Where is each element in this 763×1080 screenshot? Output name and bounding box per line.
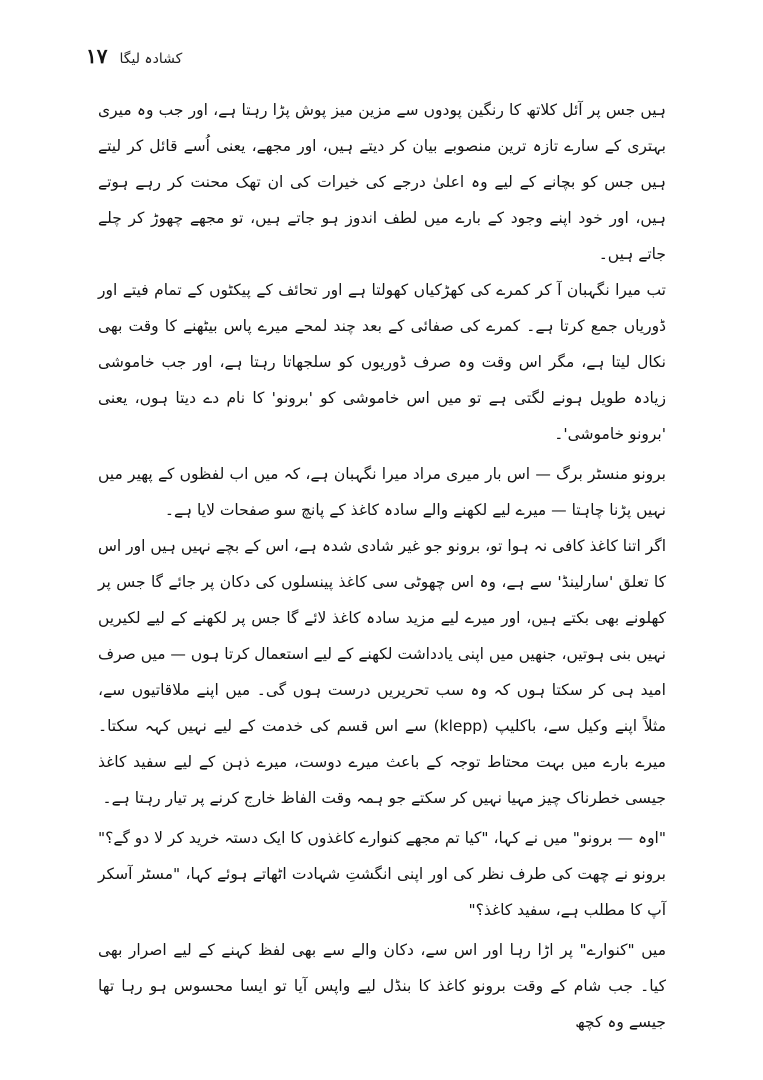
paragraph: "اوہ — برونو" میں نے کہا، "کیا تم مجھے کنوارے کاغذوں کا ایک دستہ خرید کر لا دو گے؟" برونو نے چھت کی طرف نظر کی اور اپنی انگشتِ شہادت اٹھاتے ہوئے کہا، "مسٹر آسکر آپ کا مطلب ہے، سفید کاغذ؟" bbox=[98, 829, 666, 919]
paragraph: اگر اتنا کاغذ کافی نہ ہوا تو، برونو جو غیر شادی شدہ ہے، اس کے بچے نہیں ہیں اور اس کا تعلق 'سارلینڈ' سے ہے، وہ اس چھوٹی سی کاغذ پینسلوں کی دکان پر جائے گا جس پر کھلونے بھی بکتے ہیں، اور میرے لیے مزید سادہ کاغذ لائے گا جس پر لکھنے کے لیے لکیریں نہیں بنی ہوتیں، جنھیں میں اپنی یادداشت لکھنے کے لیے استعمال کرتا ہوں — میں صرف امید ہی کر سکتا ہوں کہ وہ سب تحریریں درست ہوں گی۔ میں اپنے ملاقاتیوں سے، مثلاً اپنے وکیل سے، باکلیپ (klepp) سے اس قسم کی خدمت کے لیے نہیں کہہ سکتا۔ میرے بارے میں بہت محتاط توجہ کے باعث میرے دوست، میرے ذہن کے لیے سفید کاغذ جیسی خطرناک چیز مہیا نہیں کر سکتے جو ہمہ وقت الفاظ خارج کرنے پر تیار رہتا ہے۔ bbox=[98, 537, 666, 807]
paragraph: تب میرا نگہبان آ کر کمرے کی کھڑکیاں کھولتا ہے اور تحائف کے پیکٹوں کے تمام فیتے اور ڈوریاں جمع کرتا ہے۔ کمرے کی صفائی کے بعد چند لمحے میرے پاس بیٹھنے کا وقت بھی نکال لیتا ہے، مگر اس وقت وہ صرف ڈوریوں کو سلجھاتا رہتا ہے، اور جب خاموشی زیادہ طویل ہونے لگتی ہے تو میں اس خاموشی کو 'برونو' کا نام دے دیتا ہوں، یعنی 'برونو خاموشی'۔ bbox=[98, 281, 666, 443]
body-text bbox=[98, 92, 666, 1040]
page-number: ۱۷ bbox=[86, 44, 108, 68]
paragraph: میں "کنوارے" پر اڑا رہا اور اس سے، دکان والے سے بھی لفظ کہنے کے لیے اصرار بھی کیا۔ جب شام کے وقت برونو کاغذ کا بنڈل لیے واپس آیا تو ایسا محسوس ہو رہا تھا جیسے وہ کچھ bbox=[98, 941, 666, 1031]
paragraph: ہیں جس پر آئل کلاتھ کا رنگین پودوں سے مزین میز پوش پڑا رہتا ہے، اور جب وہ میری بہتری کے سارے تازہ ترین منصوبے بیان کر دیتے ہیں، اور مجھے، یعنی اُسے قائل کر لیتے ہیں جس کو بچانے کے لیے وہ اعلیٰ درجے کی خیرات کی ان تھک محنت کر رہے ہوتے ہیں، اور خود اپنے وجود کے بارے میں لطف اندوز ہو جاتے ہیں، تو مجھے چھوڑ کر چلے جاتے ہیں۔ bbox=[98, 101, 666, 263]
paragraph: برونو منسٹر برگ — اس بار میری مراد میرا نگہبان ہے، کہ میں اب لفظوں کے پھیر میں نہیں پڑنا چاہتا — میرے لیے لکھنے والے سادہ کاغذ کے پانچ سو صفحات لایا ہے۔ bbox=[98, 465, 666, 519]
page-header bbox=[86, 44, 182, 68]
running-title: کشادہ لیگا bbox=[119, 51, 183, 67]
